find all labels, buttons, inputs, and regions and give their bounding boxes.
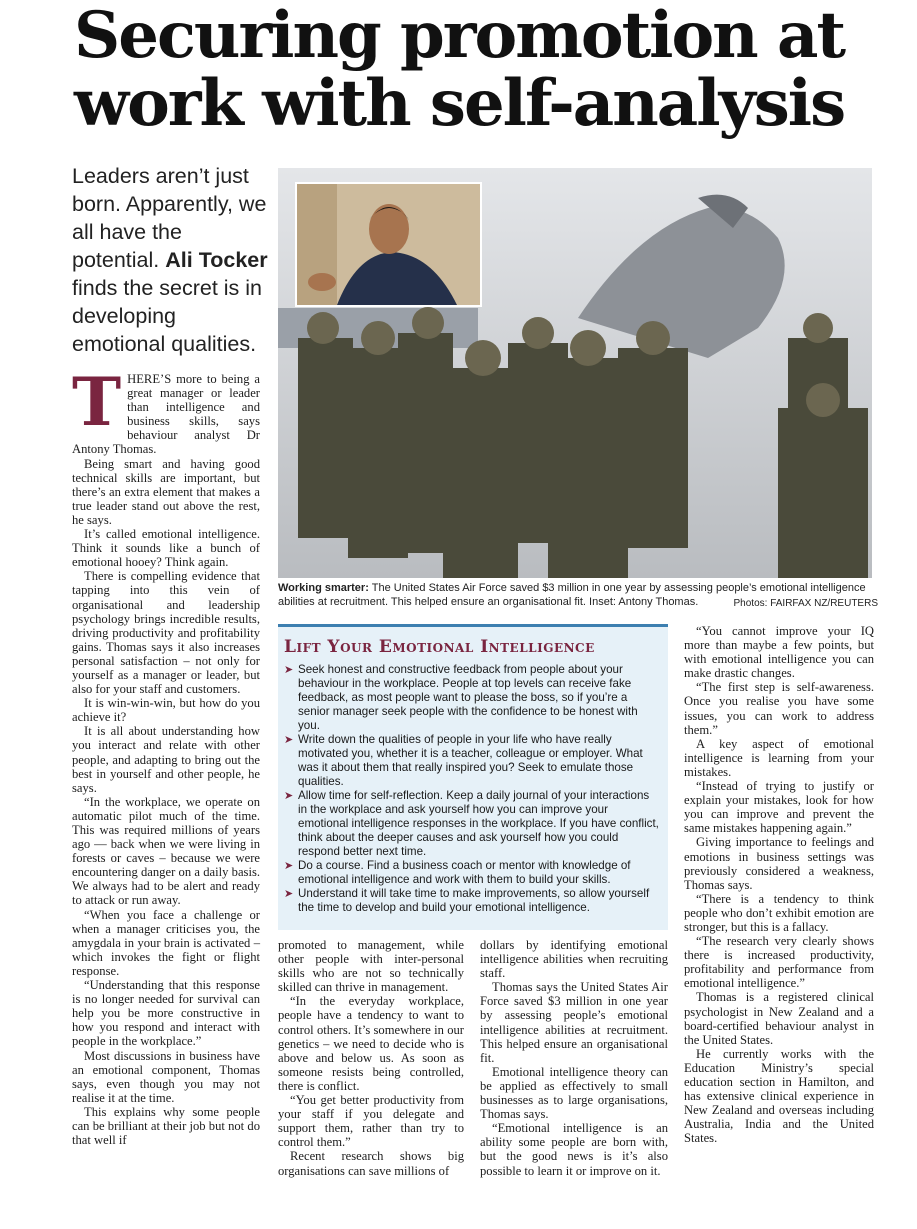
tips-list [278, 663, 668, 915]
article-paragraph: It’s called emotional intelligence. Think it sounds like a bunch of emotional hooey? Think again. [72, 527, 260, 570]
article-paragraph: “In the everyday workplace, people have a tendency to want to control others. It’s somewhere in our genetics – we need to decide who is above and below us. As soon as someone resists being controlled, there is conflict. [278, 994, 464, 1093]
list-item: ➤ Write down the qualities of people in your life who have really motivated you, whether it is a teacher, colleague or employer. What was it about them that really inspired you? Seek to emulate those qualities. [284, 733, 643, 788]
article-column-1 [72, 363, 260, 1148]
list-item: ➤ Do a course. Find a business coach or mentor with knowledge of emotional intelligence and work with them to build your skills. [284, 859, 631, 886]
article-paragraph: “When you face a challenge or when a manager criticises you, the amygdala in your brain is activated – which invokes the fight or flight response. [72, 907, 260, 978]
caption-lead: Working smarter: [278, 582, 369, 594]
photo-credit: Photos: FAIRFAX NZ/REUTERS [733, 598, 878, 609]
article-paragraph: “In the workplace, we operate on automatic pilot much of the time. This was required millions of years ago — back when we were living in forests or caves – because we were encountering danger on a daily basis. We always had to be alert and ready to attack or run away. [72, 794, 260, 908]
article-paragraph: Giving importance to feelings and emotions in business settings was previously considered a weakness, Thomas says. [684, 835, 874, 892]
article-paragraph: “The first step is self-awareness. Once you realise you have some issues, you can work to address them.” [684, 680, 874, 737]
article-paragraph: Most discussions in business have an emotional component, Thomas says, even though you may not realise it at the time. [72, 1048, 260, 1105]
article-paragraph: dollars by identifying emotional intelligence abilities when recruiting staff. [480, 938, 668, 981]
arrow-bullet-icon: ➤ [284, 860, 294, 872]
article-paragraph: It is win-win-win, but how do you achieve it? [72, 696, 260, 725]
standfirst-text: Leaders aren’t just born. Apparently, we all have the potential. [72, 164, 267, 272]
article-paragraph: “Understanding that this response is no longer needed for survival can help you be more constructive in how you respond and interact with people in the workplace.” [72, 978, 260, 1049]
article-paragraph: He currently works with the Education Ministry’s special education section in Hamilton, and has extensive clinical experience in New Zealand and overseas including Australia, India and the United States. [684, 1046, 874, 1146]
article-paragraph: Recent research shows big organisations can save millions of [278, 1149, 464, 1178]
arrow-bullet-icon: ➤ [284, 664, 294, 676]
article-paragraph: “You cannot improve your IQ more than maybe a few points, but with emotional intelligence you can make drastic changes. [684, 624, 874, 681]
article-paragraph: “Emotional intelligence is an ability some people are born with, but the good news is it’s also possible to learn it or improve on it. [480, 1121, 668, 1178]
article-column-2 [278, 938, 464, 1178]
author-name: Ali Tocker [165, 248, 268, 272]
article-paragraph: Thomas says the United States Air Force saved $3 million in one year by assessing people’s emotional intelligence abilities at recruitment. This helped ensure an organisational fit. [480, 980, 668, 1065]
article-paragraph: Emotional intelligence theory can be applied as effectively to small businesses as to large organisations, Thomas says. [480, 1064, 668, 1122]
list-item: ➤ Understand it will take time to make improvements, so allow yourself the time to develop and build your emotional intelligence. [284, 887, 650, 914]
article-paragraph: THERE’S more to being a great manager or leader than intelligence and business skills, says behaviour analyst Dr Antony Thomas. [72, 363, 260, 457]
tips-box-title: Lift Your Emotional Intelligence [284, 637, 595, 657]
article-paragraph: “There is a tendency to think people who don’t exhibit emotion are stronger, but this is a fallacy. [684, 891, 874, 934]
article-paragraph: promoted to management, while other people with inter-personal skills who are not so technically skilled can thrive in management. [278, 938, 464, 995]
article-column-3 [480, 938, 668, 1178]
standfirst [72, 162, 272, 358]
arrow-bullet-icon: ➤ [284, 734, 294, 746]
drop-cap: T [72, 363, 122, 441]
photo-caption [278, 581, 878, 611]
caption-text: The United States Air Force saved $3 million in one year by assessing people’s emotional intelligence abilities at recruitment. This helped ensure an organisational fit. Inset: Antony Thomas. [278, 582, 866, 608]
list-item: ➤ Allow time for self-reflection. Keep a daily journal of your interactions in the workplace and ask yourself how you can improve your emotional intelligence responses in the workplace. If you have conflict, think about the deeper causes and ask yourself how you could respond better next time. [284, 789, 659, 858]
article-paragraph: A key aspect of emotional intelligence is learning from your mistakes. [684, 736, 874, 779]
list-item: ➤ Seek honest and constructive feedback from people about your behaviour in the workplace. People at top levels can receive fake feedback, as most people want to please the boss, so if you’re a senior manager seek people with the confidence to be honest with you. [284, 663, 638, 732]
article-column-4 [684, 624, 874, 1145]
article-paragraph: Being smart and having good technical skills are important, but there’s an extra element that makes a true leader stand out above the rest, he says. [72, 456, 260, 527]
article-paragraph: It is all about understanding how you interact and relate with other people, and adapting to bring out the best in yourself and other people, he says. [72, 724, 260, 795]
arrow-bullet-icon: ➤ [284, 790, 294, 802]
article-paragraph: Thomas is a registered clinical psychologist in New Zealand and a board-certified behaviour analyst in the United States. [684, 990, 874, 1047]
portrait-photo-icon [297, 184, 480, 305]
article-paragraph: There is compelling evidence that tapping into this vein of organisational and leadership psychology brings incredible results, driving productivity and profitability gains. Thomas says it also increases personal satisfaction – not only for yourself as a manager or leader, but also for your staff and customers. [72, 569, 260, 697]
arrow-bullet-icon: ➤ [284, 888, 294, 900]
article-paragraph: “Instead of trying to justify or explain your mistakes, look for how you can improve and prevent the same mistakes happening again.” [684, 779, 874, 836]
article-paragraph: “The research very clearly shows there is increased productivity, profitability and performance from emotional intelligence.” [684, 934, 874, 991]
inset-photo [295, 182, 482, 307]
headline: Securing promotion at work with self-analysis [74, 0, 845, 141]
article-paragraph: “You get better productivity from your staff if you delegate and support them, rather than try to control them.” [278, 1093, 464, 1150]
article-paragraph: This explains why some people can be brilliant at their job but not do that well if [72, 1104, 260, 1148]
tips-box [278, 624, 668, 930]
standfirst-text-after: finds the secret is in developing emotional qualities. [72, 276, 263, 356]
